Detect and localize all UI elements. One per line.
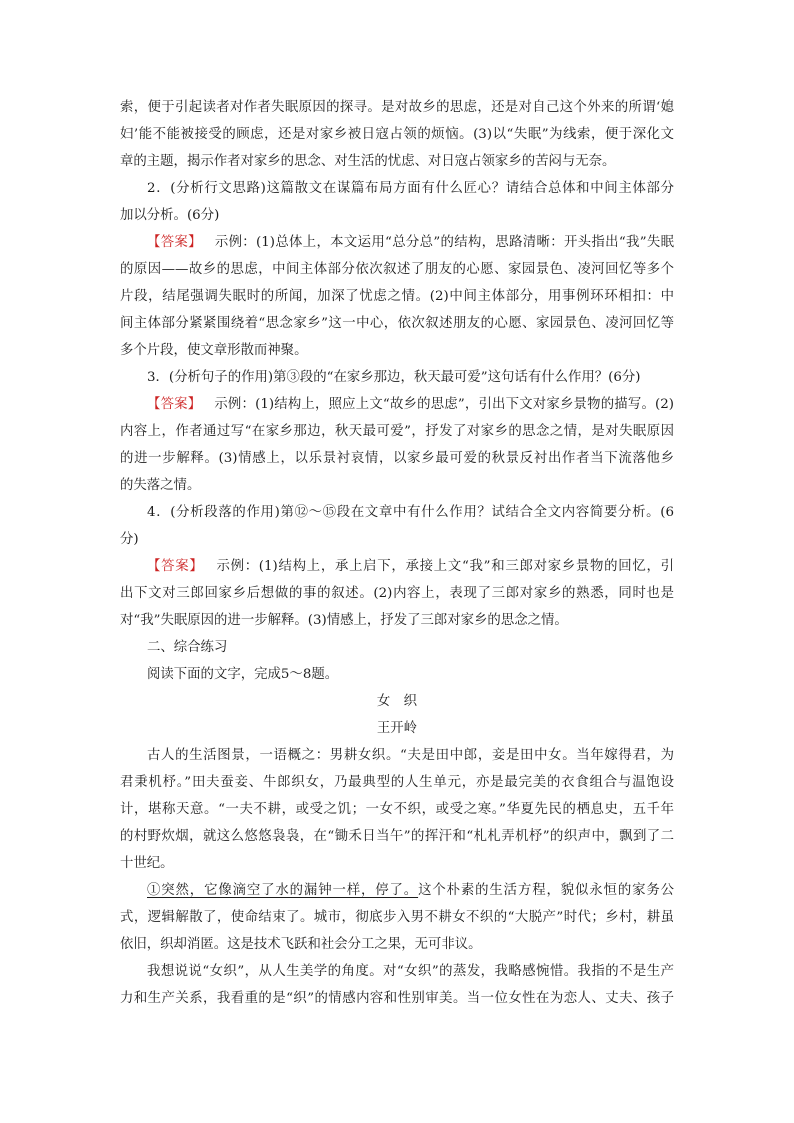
paragraph-line: 式，逻辑解散了，使命结束了。城市，彻底步入男不耕女不织的“大脱产”时代；乡村，耕虽 xyxy=(120,910,674,925)
answer-label: 【答案】 xyxy=(147,559,204,574)
article-author: 王开岭 xyxy=(376,721,418,736)
answer-line: 的失落之情。 xyxy=(120,478,201,493)
answer-line: 对“我”失眠原因的进一步解释。(3)情感上，抒发了三郎对家乡的思念之情。 xyxy=(120,613,568,628)
answer-line: 片段，结尾强调失眠时的所闻，加深了忧虑之情。(2)中间主体部分，用事例环环相扣：中 xyxy=(120,289,674,304)
answer-line xyxy=(120,229,674,256)
answer-text: 示例：(1)结构上，承上启下，承接上文“我”和三郎对家乡景物的回忆，引 xyxy=(216,559,674,574)
question-prompt: 4．(分析段落的作用)第⑫～⑮段在文章中有什么作用？试结合全文内容简要分析。(6 xyxy=(147,505,674,520)
answer-text: 示例：(1)结构上，照应上文“故乡的思虑”，引出下文对家乡景物的描写。(2) xyxy=(214,397,675,412)
question-prompt: 2．(分析行文思路)这篇散文在谋篇布局方面有什么匠心？请结合总体和中间主体部分 xyxy=(147,181,674,196)
question-prompt: 加以分析。(6分) xyxy=(120,208,220,223)
section-heading: 二、综合练习 xyxy=(147,640,228,655)
paragraph-line: 的村野炊烟，就这么悠悠袅袅，在“锄禾日当午”的挥汗和“札札弄机杼”的织声中，飘到了二 xyxy=(120,829,674,844)
paragraph-line: 君秉机杼。”田夫蚕妾、牛郎织女，乃最典型的人生单元，亦是最完美的衣食组合与温饱设 xyxy=(120,775,674,790)
answer-line xyxy=(120,391,674,418)
paragraph-line: 十世纪。 xyxy=(120,856,174,871)
section-instruction: 阅读下面的文字，完成5～8题。 xyxy=(147,667,339,682)
paragraph-line: 我想说说“女织”，从人生美学的角度。对“女织”的蒸发，我略感惋惜。我指的不是生产 xyxy=(147,964,674,979)
answer-line: 的原因——故乡的思虑，中间主体部分依次叙述了朋友的心愿、家园景色、凌河回忆等多个 xyxy=(120,262,674,277)
question-prompt: 3．(分析句子的作用)第③段的“在家乡那边，秋天最可爱”这句话有什么作用？(6分) xyxy=(147,370,641,385)
answer-line: 多个片段，使文章形散而神聚。 xyxy=(120,343,308,358)
paragraph-line: 计，堪称天意。“一夫不耕，或受之饥；一女不织，或受之寒。”华夏先民的栖息史，五千年 xyxy=(120,802,674,817)
text-line: 妇’能不能被接受的顾虑，还是对家乡被日寇占领的烦恼。(3)以“失眠”为线索，便于深化文 xyxy=(120,127,674,142)
paragraph-line xyxy=(120,877,674,904)
paragraph-line: 依旧，织却消匿。这是技术飞跃和社会分工之果，无可非议。 xyxy=(120,937,482,952)
text-line: 索，便于引起读者对作者失眠原因的探寻。是对故乡的思虑，还是对自己这个外来的所谓‘媳 xyxy=(120,100,674,115)
answer-line: 间主体部分紧紧围绕着“思念家乡”这一中心，依次叙述朋友的心愿、家园景色、凌河回忆等 xyxy=(120,316,674,331)
answer-line: 出下文对三郎回家乡后想做的事的叙述。(2)内容上，表现了三郎对家乡的熟悉，同时也是 xyxy=(120,586,674,601)
answer-label: 【答案】 xyxy=(147,235,202,250)
answer-label: 【答案】 xyxy=(147,397,202,412)
answer-line xyxy=(120,553,674,580)
underlined-sentence: ①突然，它像滴空了水的漏钟一样，停了。 xyxy=(147,883,419,898)
document-body xyxy=(120,94,674,1012)
answer-line: 内容上，作者通过写“在家乡那边，秋天最可爱”，抒发了对家乡的思念之情，是对失眠原因 xyxy=(120,424,674,439)
question-prompt: 分) xyxy=(120,532,139,547)
answer-line: 的进一步解释。(3)情感上，以乐景衬哀情，以家乡最可爱的秋景反衬出作者当下流落他乡 xyxy=(120,451,674,466)
paragraph-line: 古人的生活图景，一语概之：男耕女织。“夫是田中郎，妾是田中女。当年嫁得君，为 xyxy=(147,748,674,763)
answer-text: 示例：(1)总体上，本文运用“总分总”的结构，思路清晰：开头指出“我”失眠 xyxy=(214,235,675,250)
text-line: 章的主题，揭示作者对家乡的思念、对生活的忧虑、对日寇占领家乡的苦闷与无奈。 xyxy=(120,154,616,169)
article-title: 女 织 xyxy=(376,694,418,709)
paragraph-line: 力和生产关系，我看重的是“织”的情感内容和性别审美。当一位女性在为恋人、丈夫、孩子 xyxy=(120,991,674,1006)
paragraph-text: 这个朴素的生活方程，貌似永恒的家务公 xyxy=(418,883,675,898)
